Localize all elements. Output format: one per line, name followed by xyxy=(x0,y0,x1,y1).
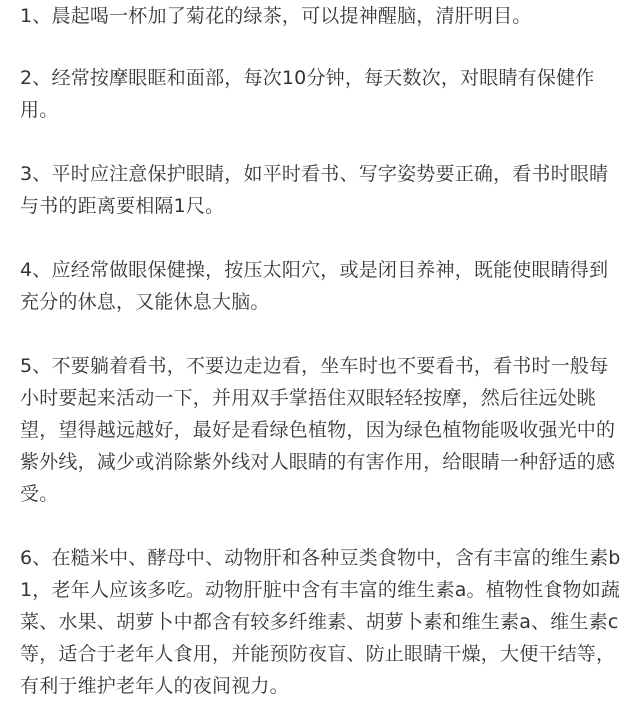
tip-paragraph-3: 3、平时应注意保护眼睛，如平时看书、写字姿势要正确，看书时眼睛与书的距离要相隔1尺。 xyxy=(20,163,609,217)
tip-paragraph-1: 1、晨起喝一杯加了菊花的绿茶，可以提神醒脑，清肝明目。 xyxy=(20,5,532,27)
tip-paragraph-4: 4、应经常做眼保健操，按压太阳穴，或是闭目养神，既能使眼睛得到充分的休息，又能休息大脑。 xyxy=(20,259,609,313)
tip-paragraph-2: 2、经常按摩眼眶和面部，每次10分钟，每天数次，对眼睛有保健作用。 xyxy=(20,67,595,121)
tip-paragraph-5: 5、不要躺着看书，不要边走边看，坐车时也不要看书，看书时一般每小时要起来活动一下，并用双手掌捂住双眼轻轻按摩，然后往远处眺望，望得越远越好，最好是看绿色植物，因为绿色植物能吸收强光中的紫外线，减少或消除紫外线对人眼睛的有害作用，给眼睛一种舒适的感受。 xyxy=(20,355,616,505)
tip-paragraph-6: 6、在糙米中、酵母中、动物肝和各种豆类食物中，含有丰富的维生素b1，老年人应该多吃。动物肝脏中含有丰富的维生素a。植物性食物如蔬菜、水果、胡萝卜中都含有较多纤维素、胡萝卜素和维生素a、维生素c等，适合于老年人食用，并能预防夜盲、防止眼睛干燥，大便干结等，有利于维护老年人的夜间视力。 xyxy=(20,547,621,697)
